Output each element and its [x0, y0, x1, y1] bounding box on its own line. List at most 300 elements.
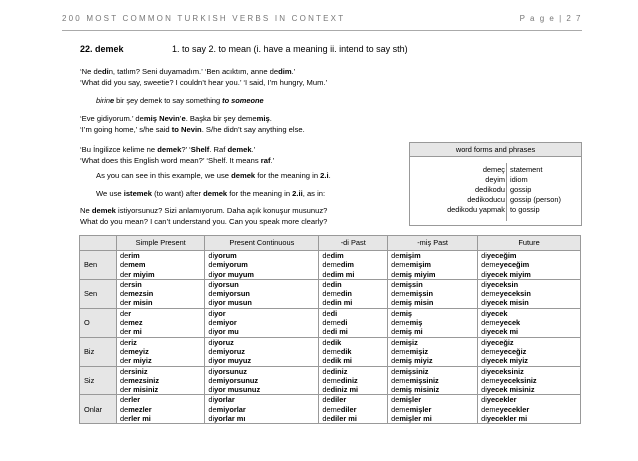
- bold-segment: yecekler: [499, 404, 530, 414]
- bold-segment: to someone: [222, 96, 264, 105]
- bold-segment: yecekler: [486, 395, 517, 405]
- text-segment: What do you mean? I can’t understand you. Can you speak more clearly?: [80, 217, 328, 226]
- text-segment: deme: [391, 318, 410, 328]
- word-form-row: [410, 205, 581, 215]
- word-form-row: [410, 195, 581, 205]
- conjugation-form: [481, 251, 580, 260]
- pronoun-cell: Biz: [80, 337, 117, 366]
- conjugation-table: [79, 235, 581, 424]
- bold-segment: yecek miyiz: [486, 356, 528, 366]
- conjugation-form: [208, 298, 318, 307]
- bold-segment: riz: [128, 337, 137, 347]
- bold-segment: miş: [399, 308, 413, 318]
- bold-segment: miş: [409, 318, 423, 328]
- bold-segment: dik: [340, 346, 352, 356]
- conjugation-form: [208, 270, 318, 279]
- text-segment: de: [322, 385, 331, 395]
- conjugation-cell: [478, 251, 581, 280]
- conjugation-form: [391, 356, 477, 365]
- word-form-turkish: dedikoducu: [467, 195, 505, 204]
- conjugation-cell: [319, 366, 388, 395]
- text-segment: di: [481, 279, 487, 289]
- conjugation-form: [322, 414, 387, 423]
- bold-segment: mişsin: [399, 279, 423, 289]
- text-segment: de: [208, 375, 217, 385]
- conjugation-cell: [478, 366, 581, 395]
- text-segment: de: [120, 346, 129, 356]
- text-segment: de: [391, 395, 400, 405]
- text-segment: .’: [270, 156, 275, 165]
- bold-segment: miş: [143, 114, 157, 123]
- example-line: [96, 171, 331, 181]
- example-line: [80, 217, 327, 227]
- text-segment: di: [481, 327, 487, 337]
- conjugation-form: [391, 376, 477, 385]
- text-segment: de: [322, 337, 331, 347]
- conjugation-form: [208, 395, 318, 404]
- conjugation-form: [120, 356, 204, 365]
- example-line: [96, 96, 264, 106]
- bold-segment: yeceğiz: [486, 337, 514, 347]
- text-segment: deme: [391, 404, 410, 414]
- conjugation-form: [481, 289, 580, 298]
- text-segment: de: [322, 251, 331, 260]
- text-segment: ‘Bu İngilizce kelime ne: [80, 145, 158, 154]
- column-header: -miş Past: [388, 236, 478, 251]
- conjugation-form: [120, 385, 204, 394]
- page-header: [62, 14, 582, 31]
- bold-segment: din: [340, 289, 352, 299]
- verb-heading: 22. demek: [80, 44, 124, 54]
- word-form-english: gossip: [510, 185, 532, 194]
- text-segment: deme: [481, 260, 500, 270]
- conjugation-cell: [388, 279, 478, 308]
- conjugation-cell: [319, 279, 388, 308]
- text-segment: di: [208, 251, 215, 260]
- bold-segment: diniz: [340, 375, 358, 385]
- text-segment: di: [481, 337, 487, 347]
- bold-segment: yecek miyim: [486, 269, 531, 279]
- conjugation-cell: [388, 366, 478, 395]
- text-segment: de: [391, 251, 400, 260]
- bold-segment: diler: [340, 404, 357, 414]
- conjugation-header-row: [80, 236, 581, 251]
- text-segment: de: [120, 337, 129, 347]
- bold-segment: miş misin: [399, 298, 434, 308]
- text-segment: Ne: [80, 206, 92, 215]
- text-segment: de: [120, 327, 129, 337]
- text-segment: de: [120, 260, 129, 270]
- bold-segment: mişler: [409, 404, 432, 414]
- text-segment: deme: [481, 404, 500, 414]
- conjugation-cell: [205, 337, 319, 366]
- conjugation-form: [322, 385, 387, 394]
- conjugation-form: [120, 338, 204, 347]
- conjugation-form: [120, 347, 204, 356]
- bold-segment: r mi: [128, 327, 142, 337]
- conjugation-form: [391, 347, 477, 356]
- text-segment: de: [208, 318, 217, 328]
- example-line: [80, 78, 327, 88]
- bold-segment: mişiz: [399, 337, 418, 347]
- column-header: -di Past: [319, 236, 388, 251]
- text-segment: ’: [179, 114, 182, 123]
- conjugation-form: [391, 289, 477, 298]
- text-segment: for the meaning in: [255, 171, 321, 180]
- bold-segment: yorsun: [214, 279, 239, 289]
- word-form-english: gossip (person): [510, 195, 561, 204]
- bold-segment: miyorum: [216, 260, 248, 270]
- conjugation-form: [391, 338, 477, 347]
- bold-segment: rim: [128, 251, 140, 260]
- conjugation-form: [322, 260, 387, 269]
- page-number: P a g e | 2 7: [519, 14, 582, 23]
- bold-segment: yecek mi: [486, 327, 519, 337]
- bold-segment: yeceksin: [486, 279, 519, 289]
- bold-segment: yor mu: [214, 327, 239, 337]
- text-segment: birin: [96, 96, 110, 105]
- bold-segment: rsin: [128, 279, 142, 289]
- text-segment: . Raf: [209, 145, 228, 154]
- text-segment: de: [208, 404, 217, 414]
- bold-segment: dim: [330, 251, 344, 260]
- conjugation-form: [391, 280, 477, 289]
- text-segment: di: [208, 308, 215, 318]
- conjugation-form: [391, 327, 477, 336]
- example-line: [80, 156, 274, 166]
- text-segment: (to want) after: [152, 189, 204, 198]
- bold-segment: r: [128, 308, 132, 318]
- bold-segment: di: [330, 308, 338, 318]
- bold-segment: mişler mi: [399, 414, 432, 424]
- text-segment: de: [322, 298, 331, 308]
- text-segment: di: [481, 251, 487, 260]
- text-segment: de: [391, 327, 400, 337]
- conjugation-form: [391, 260, 477, 269]
- conjugation-cell: [478, 337, 581, 366]
- bold-segment: mişiz: [409, 346, 429, 356]
- bold-segment: demek: [227, 145, 252, 154]
- conjugation-form: [120, 289, 204, 298]
- bold-segment: yecek: [499, 318, 521, 328]
- conjugation-form: [208, 309, 318, 318]
- text-segment: de: [120, 404, 129, 414]
- conjugation-cell: [478, 279, 581, 308]
- text-segment: de: [120, 356, 129, 366]
- word-forms-box: [409, 142, 582, 226]
- text-segment: di: [481, 269, 487, 279]
- bold-segment: meyiz: [128, 346, 149, 356]
- bold-segment: miş misiniz: [399, 385, 440, 395]
- text-segment: de: [120, 366, 129, 376]
- bold-segment: r miyiz: [128, 356, 152, 366]
- conjugation-form: [481, 260, 580, 269]
- text-segment: ‘What did you say, sweetie? I couldn’t hear you.’ ‘I said, I’m hungry, Mum.’: [80, 78, 328, 87]
- conjugation-cell: [117, 308, 205, 337]
- conjugation-cell: [388, 251, 478, 280]
- conjugation-form: [208, 414, 318, 423]
- conjugation-form: [481, 309, 580, 318]
- bold-segment: dik mi: [330, 356, 352, 366]
- bold-segment: mezsiniz: [128, 375, 160, 385]
- bold-segment: demek: [157, 145, 182, 154]
- text-segment: di: [481, 395, 487, 405]
- bold-segment: yor muyuz: [214, 356, 252, 366]
- bold-segment: yor muyum: [214, 269, 254, 279]
- bold-segment: di: [101, 67, 109, 76]
- word-form-row: [410, 165, 581, 175]
- text-segment: de: [120, 414, 129, 424]
- conjugation-form: [322, 318, 387, 327]
- bold-segment: rsiniz: [128, 366, 148, 376]
- conjugation-form: [120, 405, 204, 414]
- example-line: [80, 125, 305, 135]
- text-segment: de: [391, 337, 400, 347]
- verb-meaning: 1. to say 2. to mean (i. have a meaning ii. intend to say sth): [172, 44, 408, 54]
- bold-segment: yor: [214, 308, 226, 318]
- conjugation-form: [391, 318, 477, 327]
- conjugation-form: [120, 270, 204, 279]
- text-segment: de: [120, 385, 129, 395]
- bold-segment: 2.ii: [292, 189, 303, 198]
- text-segment: , as in:: [302, 189, 326, 198]
- conjugation-cell: [319, 337, 388, 366]
- text-segment: . S/he didn’t say anything else.: [201, 125, 305, 134]
- text-segment: de: [322, 414, 331, 424]
- bold-segment: mişim: [409, 260, 431, 270]
- text-segment: de: [120, 318, 129, 328]
- bold-segment: miş miyiz: [399, 356, 433, 366]
- text-segment: ‘Ne de: [80, 67, 102, 76]
- conjugation-form: [322, 309, 387, 318]
- bold-segment: yoruz: [214, 337, 234, 347]
- bold-segment: miş miyim: [399, 269, 436, 279]
- example-line: [80, 145, 255, 155]
- text-segment: deme: [481, 289, 500, 299]
- bold-segment: diler mi: [330, 414, 357, 424]
- bold-segment: dim mi: [330, 269, 355, 279]
- example-line: [80, 114, 272, 124]
- conjugation-form: [481, 280, 580, 289]
- text-segment: de: [391, 279, 400, 289]
- text-segment: deme: [391, 375, 410, 385]
- bold-segment: yecek misiniz: [486, 385, 535, 395]
- pronoun-cell: Onlar: [80, 395, 117, 424]
- text-segment: de: [322, 395, 331, 405]
- word-form-english: statement: [510, 165, 543, 174]
- text-segment: deme: [391, 346, 410, 356]
- bold-segment: yeceğim: [499, 260, 530, 270]
- conjugation-form: [322, 376, 387, 385]
- example-line: [80, 67, 295, 77]
- table-row: [80, 366, 581, 395]
- text-segment: de: [208, 289, 217, 299]
- conjugation-form: [120, 260, 204, 269]
- text-segment: for the meaning in: [227, 189, 293, 198]
- conjugation-cell: [117, 279, 205, 308]
- bold-segment: miyoruz: [216, 346, 245, 356]
- pronoun-cell: Sen: [80, 279, 117, 308]
- bold-segment: mişsiniz: [409, 375, 439, 385]
- table-row: [80, 251, 581, 280]
- bold-segment: yor musunuz: [214, 385, 261, 395]
- bold-segment: yeceğiz: [499, 346, 527, 356]
- word-form-turkish: deyim: [485, 175, 505, 184]
- bold-segment: yeceksiniz: [499, 375, 537, 385]
- conjugation-form: [481, 298, 580, 307]
- text-segment: de: [208, 260, 217, 270]
- bold-segment: miş mi: [399, 327, 423, 337]
- conjugation-form: [322, 327, 387, 336]
- conjugation-cell: [117, 395, 205, 424]
- bold-segment: miyorsun: [216, 289, 250, 299]
- conjugation-form: [481, 376, 580, 385]
- text-segment: di: [481, 414, 487, 424]
- bold-segment: mişim: [399, 251, 421, 260]
- text-segment: deme: [391, 289, 410, 299]
- word-form-english: idiom: [510, 175, 528, 184]
- bold-segment: di mi: [330, 327, 348, 337]
- conjugation-form: [322, 347, 387, 356]
- text-segment: ?’ ‘: [181, 145, 191, 154]
- conjugation-form: [322, 280, 387, 289]
- text-segment: deme: [322, 375, 341, 385]
- conjugation-cell: [117, 251, 205, 280]
- conjugation-form: [208, 251, 318, 260]
- bold-segment: diniz: [330, 366, 348, 376]
- conjugation-cell: [319, 251, 388, 280]
- text-segment: deme: [322, 404, 341, 414]
- conjugation-form: [481, 318, 580, 327]
- bold-segment: di: [340, 318, 348, 328]
- conjugation-form: [120, 309, 204, 318]
- text-segment: de: [391, 308, 400, 318]
- text-segment: As you can see in this example, we use: [96, 171, 232, 180]
- bold-segment: mem: [128, 260, 146, 270]
- pronoun-cell: Ben: [80, 251, 117, 280]
- bold-segment: dim: [340, 260, 354, 270]
- text-segment: bir şey demek to say something: [114, 96, 223, 105]
- bold-segment: istemek: [123, 189, 153, 198]
- conjugation-form: [481, 338, 580, 347]
- text-segment: n, tatlım? Seni duyamadım.’ ‘Ben acıktım, anne de: [108, 67, 279, 76]
- text-segment: de: [120, 251, 129, 260]
- word-form-turkish: demeç: [482, 165, 505, 174]
- text-segment: deme: [481, 346, 500, 356]
- table-row: [80, 395, 581, 424]
- bold-segment: miyor: [216, 318, 237, 328]
- conjugation-cell: [117, 337, 205, 366]
- text-segment: di: [208, 356, 215, 366]
- bold-segment: demek: [203, 189, 228, 198]
- text-segment: de: [322, 366, 331, 376]
- conjugation-form: [322, 395, 387, 404]
- conjugation-form: [208, 385, 318, 394]
- text-segment: deme: [481, 375, 500, 385]
- text-segment: de: [322, 327, 331, 337]
- conjugation-cell: [205, 308, 319, 337]
- text-segment: di: [481, 308, 487, 318]
- conjugation-form: [481, 327, 580, 336]
- bold-segment: yeceksin: [499, 289, 531, 299]
- text-segment: de: [120, 279, 129, 289]
- conjugation-form: [481, 356, 580, 365]
- bold-segment: yeceğim: [486, 251, 517, 260]
- word-form-turkish: dedikodu yapmak: [447, 205, 505, 214]
- text-segment: di: [208, 279, 215, 289]
- text-segment: .’: [251, 145, 256, 154]
- text-segment: de: [391, 269, 400, 279]
- conjugation-cell: [478, 308, 581, 337]
- bold-segment: to Nevin: [171, 125, 202, 134]
- table-row: [80, 337, 581, 366]
- conjugation-form: [391, 405, 477, 414]
- conjugation-cell: [205, 366, 319, 395]
- text-segment: di: [481, 366, 487, 376]
- bold-segment: r misiniz: [128, 385, 159, 395]
- column-header: Simple Present: [117, 236, 205, 251]
- conjugation-form: [322, 367, 387, 376]
- text-segment: di: [208, 395, 215, 405]
- bold-segment: mişsiniz: [399, 366, 429, 376]
- conjugation-form: [120, 376, 204, 385]
- conjugation-form: [391, 414, 477, 423]
- text-segment: di: [208, 366, 215, 376]
- text-segment: de: [322, 279, 331, 289]
- bold-segment: mişsin: [409, 289, 433, 299]
- conjugation-form: [481, 405, 580, 414]
- text-segment: de: [391, 298, 400, 308]
- text-segment: ‘Eve gidiyorum.’ de: [80, 114, 144, 123]
- table-row: [80, 279, 581, 308]
- conjugation-form: [481, 414, 580, 423]
- text-segment: de: [391, 356, 400, 366]
- conjugation-form: [208, 376, 318, 385]
- conjugation-form: [322, 289, 387, 298]
- bold-segment: miyorsunuz: [216, 375, 259, 385]
- conjugation-cell: [388, 395, 478, 424]
- bold-segment: raf: [260, 156, 271, 165]
- conjugation-form: [391, 251, 477, 260]
- conjugation-form: [120, 280, 204, 289]
- text-segment: istiyorsunuz? Sizi anlamıyorum. Daha açık konuşur musunuz?: [115, 206, 328, 215]
- conjugation-form: [208, 347, 318, 356]
- bold-segment: yorlar mı: [214, 414, 246, 424]
- conjugation-form: [391, 395, 477, 404]
- text-segment: de: [120, 289, 129, 299]
- text-segment: deme: [322, 318, 341, 328]
- conjugation-form: [391, 367, 477, 376]
- word-form-row: [410, 175, 581, 185]
- conjugation-form: [208, 405, 318, 414]
- conjugation-cell: [205, 279, 319, 308]
- conjugation-cell: [388, 337, 478, 366]
- text-segment: deme: [322, 260, 341, 270]
- bold-segment: yecek: [486, 308, 508, 318]
- conjugation-form: [391, 270, 477, 279]
- text-segment: deme: [391, 260, 410, 270]
- conjugation-form: [481, 347, 580, 356]
- text-segment: de: [322, 269, 331, 279]
- text-segment: de: [120, 269, 129, 279]
- bold-segment: diler: [330, 395, 347, 405]
- header-title: 200 MOST COMMON TURKISH VERBS IN CONTEXT: [62, 14, 346, 23]
- bold-segment: mezler: [128, 404, 152, 414]
- example-line: [96, 189, 325, 199]
- conjugation-form: [120, 414, 204, 423]
- conjugation-cell: [205, 251, 319, 280]
- bold-segment: demek: [231, 171, 256, 180]
